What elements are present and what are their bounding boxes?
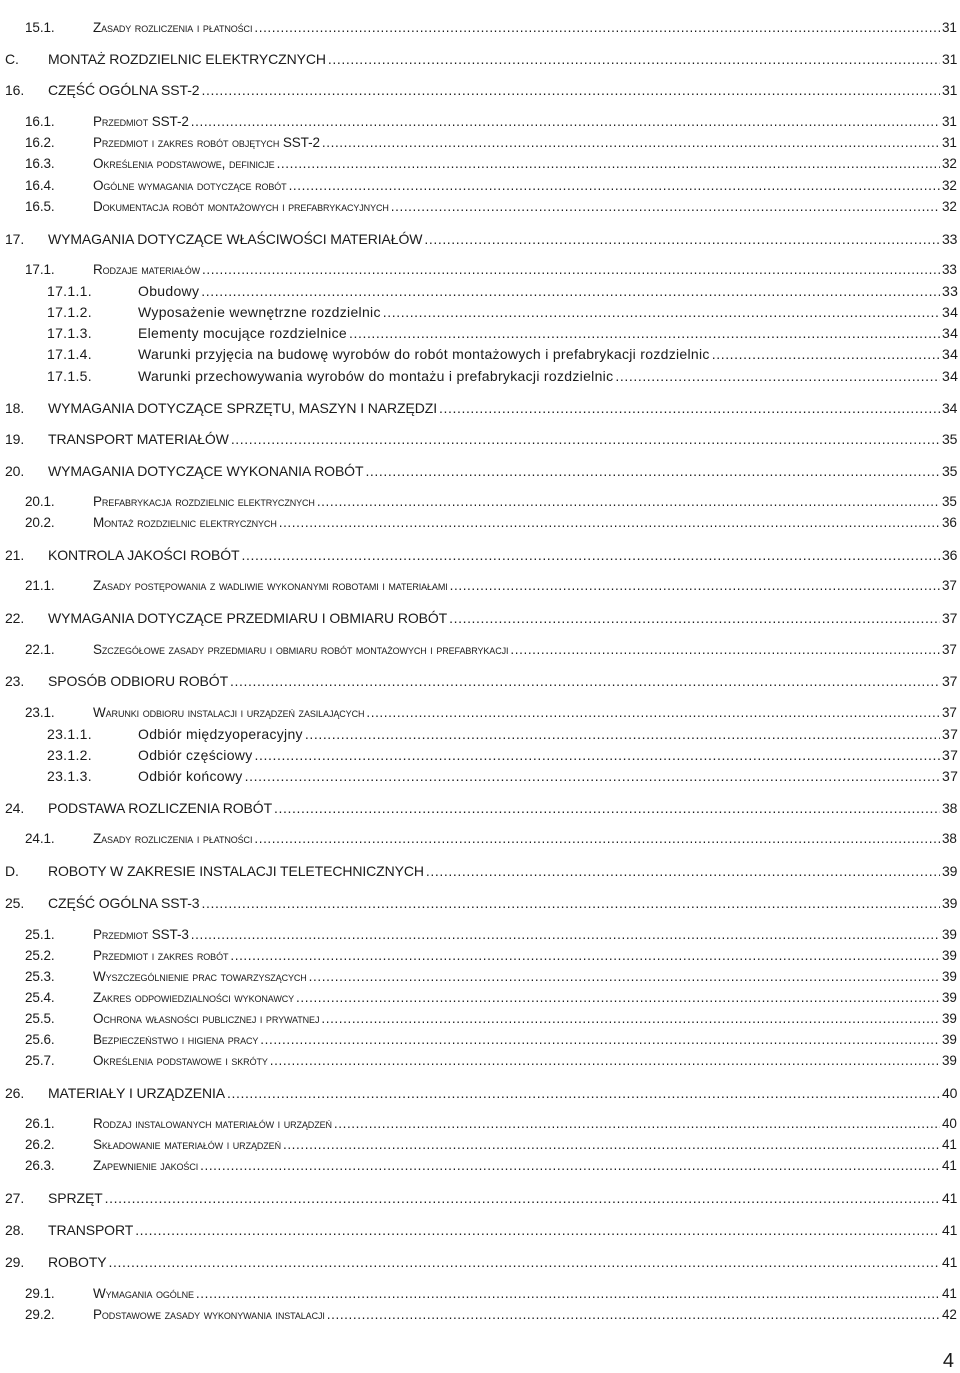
toc-dot-leader <box>227 1085 940 1101</box>
toc-dot-leader <box>254 831 940 847</box>
toc-entry-number: C. <box>5 51 19 67</box>
toc-entry-title[interactable]: Składowanie materiałów i urządzeń <box>93 1137 281 1152</box>
toc-dot-leader <box>255 747 940 763</box>
toc-entry-title[interactable]: SPOSÓB ODBIORU ROBÓT <box>48 673 229 689</box>
toc-dot-leader <box>242 547 940 563</box>
toc-entry-number: 16.3. <box>25 156 55 171</box>
toc-entry-number: 28. <box>5 1222 25 1238</box>
toc-dot-leader <box>615 368 940 384</box>
toc-dot-leader <box>349 325 940 341</box>
toc-entry-number: 17.1.1. <box>47 283 92 299</box>
toc-entry[interactable] <box>0 133 960 153</box>
toc-entry[interactable] <box>0 260 960 280</box>
toc-entry[interactable] <box>0 492 960 512</box>
toc-dot-leader <box>439 400 940 416</box>
toc-dot-leader <box>279 515 940 531</box>
toc-entry-title[interactable]: Odbiór międzyoperacyjny <box>138 726 303 742</box>
toc-entry-number: 17. <box>5 231 25 247</box>
toc-entry[interactable] <box>0 798 960 818</box>
toc-entry-page[interactable]: 31 <box>942 20 957 35</box>
toc-entry-page[interactable]: 31 <box>942 135 957 150</box>
toc-entry-page[interactable]: 39 <box>942 1053 957 1068</box>
toc-entry-page[interactable]: 33 <box>942 262 957 277</box>
toc-dot-leader <box>317 494 940 510</box>
toc-entry-number: 17.1. <box>25 262 55 277</box>
toc-entry-number: 16.1. <box>25 114 55 129</box>
toc-entry-title[interactable]: Zakres odpowiedzialności wykonawcy <box>93 990 295 1005</box>
toc-entry-number: 23.1.1. <box>47 726 92 742</box>
toc-entry-page[interactable]: 32 <box>942 156 957 171</box>
toc-entry-page[interactable]: 39 <box>942 895 958 911</box>
toc-dot-leader <box>510 642 940 658</box>
toc-entry[interactable] <box>0 302 960 322</box>
toc-entry-title[interactable]: Wyszczególnienie prac towarzyszących <box>93 969 307 984</box>
toc-dot-leader <box>201 82 940 98</box>
toc-entry-title[interactable]: Elementy mocujące rozdzielnice <box>138 325 347 341</box>
toc-entry[interactable] <box>0 988 960 1008</box>
toc-entry-number: 21.1. <box>25 578 55 593</box>
toc-entry-page[interactable]: 33 <box>942 231 958 247</box>
toc-entry-number: 17.1.3. <box>47 325 92 341</box>
toc-entry[interactable] <box>0 1252 960 1272</box>
toc-entry-number: 24. <box>5 800 25 816</box>
toc-dot-leader <box>328 51 940 67</box>
toc-dot-leader <box>230 673 940 689</box>
toc-entry[interactable] <box>0 197 960 217</box>
toc-entry-title[interactable]: WYMAGANIA DOTYCZĄCE SPRZĘTU, MASZYN I NARZĘDZI <box>48 400 437 416</box>
toc-dot-leader <box>231 431 940 447</box>
toc-entry-number: 26.3. <box>25 1158 55 1173</box>
toc-entry-page[interactable]: 35 <box>942 463 958 479</box>
toc-entry[interactable] <box>0 576 960 596</box>
toc-entry-title[interactable]: ROBOTY <box>48 1254 107 1270</box>
toc-entry-number: 22. <box>5 610 25 626</box>
toc-entry-page[interactable]: 34 <box>942 346 959 362</box>
toc-entry-page[interactable]: 33 <box>942 283 959 299</box>
toc-dot-leader <box>305 726 940 742</box>
toc-entry-number: 18. <box>5 400 25 416</box>
toc-entry[interactable] <box>0 1083 960 1103</box>
toc-entry-page[interactable]: 39 <box>942 948 957 963</box>
toc-dot-leader <box>270 1053 940 1069</box>
toc-entry[interactable] <box>0 640 960 660</box>
toc-dot-leader <box>109 1254 940 1270</box>
toc-entry-page[interactable]: 39 <box>942 969 957 984</box>
toc-dot-leader <box>277 156 940 172</box>
toc-entry-number: 25.4. <box>25 990 55 1005</box>
toc-entry-title[interactable]: PODSTAWA ROZLICZENIA ROBÓT <box>48 800 273 816</box>
toc-dot-leader <box>201 283 940 299</box>
toc-dot-leader <box>391 199 940 215</box>
toc-dot-leader <box>296 990 940 1006</box>
toc-dot-leader <box>426 863 940 879</box>
toc-dot-leader <box>365 463 940 479</box>
toc-entry[interactable] <box>0 724 960 744</box>
toc-dot-leader <box>366 705 940 721</box>
toc-entry[interactable] <box>0 1009 960 1029</box>
toc-entry[interactable] <box>0 766 960 786</box>
toc-entry-title[interactable]: WYMAGANIA DOTYCZĄCE WYKONANIA ROBÓT <box>48 463 364 479</box>
toc-entry[interactable] <box>0 366 960 386</box>
toc-entry-page[interactable]: 37 <box>942 726 959 742</box>
toc-entry[interactable] <box>0 745 960 765</box>
toc-entry-page[interactable]: 37 <box>942 747 959 763</box>
toc-dot-leader <box>191 927 940 943</box>
toc-entry-page[interactable]: 34 <box>942 325 959 341</box>
toc-entry-title[interactable]: MONTAŻ ROZDZIELNIC ELEKTRYCZNYCH <box>48 51 326 67</box>
toc-entry[interactable] <box>0 429 960 449</box>
toc-dot-leader <box>334 1116 940 1132</box>
toc-entry-title[interactable]: Określenia podstawowe i skróty <box>93 1053 268 1068</box>
toc-entry[interactable] <box>0 829 960 849</box>
toc-entry[interactable] <box>0 946 960 966</box>
toc-entry[interactable] <box>0 176 960 196</box>
toc-dot-leader <box>245 768 940 784</box>
page-number: 4 <box>942 1350 954 1372</box>
toc-entry-page[interactable]: 39 <box>942 1011 957 1026</box>
toc-entry-number: 16. <box>5 82 25 98</box>
toc-entry[interactable] <box>0 545 960 565</box>
toc-dot-leader <box>321 1011 940 1027</box>
toc-entry-number: 26.2. <box>25 1137 55 1152</box>
toc-entry[interactable] <box>0 671 960 691</box>
toc-entry-page[interactable]: 32 <box>942 199 957 214</box>
toc-entry-title[interactable]: Ochrona własności publicznej i prywatnej <box>93 1011 320 1026</box>
toc-entry-title[interactable]: Zapewnienie jakości <box>93 1158 199 1173</box>
toc-entry-page[interactable]: 37 <box>942 705 957 720</box>
toc-entry-title[interactable]: Warunki przyjęcia na budowę wyrobów do robót montażowych i prefabrykacji rozdzielnic <box>138 346 710 362</box>
toc-entry-page[interactable]: 38 <box>942 800 958 816</box>
toc-entry-page[interactable]: 42 <box>942 1307 957 1322</box>
toc-entry-title[interactable]: Warunki odbioru instalacji i urządzeń zasilających <box>93 705 365 720</box>
toc-dot-leader <box>283 1137 940 1153</box>
toc-entry-number: 21. <box>5 547 25 563</box>
toc-entry-title[interactable]: Przedmiot i zakres robót objętych SST-2 <box>93 135 320 150</box>
toc-entry[interactable] <box>0 80 960 100</box>
toc-entry[interactable] <box>0 154 960 174</box>
toc-entry-page[interactable]: 34 <box>942 400 958 416</box>
toc-entry-title[interactable]: Warunki przechowywania wyrobów do montażu i prefabrykacji rozdzielnic <box>138 368 614 384</box>
toc-entry-title[interactable]: WYMAGANIA DOTYCZĄCE WŁAŚCIWOŚCI MATERIAŁÓW <box>48 231 423 247</box>
toc-entry-title[interactable]: Prefabrykacja rozdzielnic elektrycznych <box>93 494 315 509</box>
toc-entry[interactable] <box>0 1284 960 1304</box>
toc-entry[interactable] <box>0 49 960 69</box>
toc-entry-title[interactable]: CZĘŚĆ OGÓLNA SST-2 <box>48 82 200 98</box>
toc-entry-page[interactable]: 34 <box>942 304 959 320</box>
toc-dot-leader <box>135 1222 940 1238</box>
toc-dot-leader <box>289 178 940 194</box>
toc-entry[interactable] <box>0 1220 960 1240</box>
toc-entry-page[interactable]: 41 <box>942 1137 957 1152</box>
toc-entry[interactable] <box>0 1051 960 1071</box>
toc-dot-leader <box>196 1286 940 1302</box>
toc-entry-number: 23.1. <box>25 705 55 720</box>
toc-entry-number: 25. <box>5 895 25 911</box>
toc-entry-title[interactable]: TRANSPORT MATERIAŁÓW <box>48 431 229 447</box>
toc-entry-page[interactable]: 31 <box>942 51 958 67</box>
toc-entry[interactable] <box>0 461 960 481</box>
toc-entry-number: 15.1. <box>25 20 55 35</box>
toc-entry[interactable] <box>0 1188 960 1208</box>
toc-entry-number: 29.2. <box>25 1307 55 1322</box>
toc-entry-page[interactable]: 39 <box>942 1032 957 1047</box>
toc-dot-leader <box>191 114 940 130</box>
toc-entry-title[interactable]: Odbiór końcowy <box>138 768 243 784</box>
toc-entry-title[interactable]: KONTROLA JAKOŚCI ROBÓT <box>48 547 240 563</box>
toc-dot-leader <box>201 895 940 911</box>
toc-entry-title[interactable]: ROBOTY W ZAKRESIE INSTALACJI TELETECHNICZNYCH <box>48 863 424 879</box>
toc-entry-page[interactable]: 37 <box>942 610 958 626</box>
toc-entry-title[interactable]: WYMAGANIA DOTYCZĄCE PRZEDMIARU I OBMIARU ROBÓT <box>48 610 448 626</box>
toc-entry-title[interactable]: Dokumentacja robót montażowych i prefabrykacyjnych <box>93 199 389 214</box>
toc-entry-number: 29. <box>5 1254 25 1270</box>
toc-entry-number: 25.6. <box>25 1032 55 1047</box>
toc-entry-number: 25.3. <box>25 969 55 984</box>
toc-entry-number: 23. <box>5 673 25 689</box>
toc-dot-leader <box>274 800 940 816</box>
toc-dot-leader <box>712 346 940 362</box>
toc-entry[interactable] <box>0 344 960 364</box>
toc-entry-title[interactable]: Odbiór częściowy <box>138 747 253 763</box>
toc-entry-number: 29.1. <box>25 1286 55 1301</box>
toc-entry-page[interactable]: 31 <box>942 82 958 98</box>
toc-entry-number: 23.1.3. <box>47 768 92 784</box>
toc-entry-number: 25.1. <box>25 927 55 942</box>
toc-entry-page[interactable]: 31 <box>942 114 957 129</box>
toc-entry[interactable] <box>0 1030 960 1050</box>
toc-dot-leader <box>327 1307 940 1323</box>
toc-entry-title[interactable]: Zasady rozliczenia i płatności <box>93 831 253 846</box>
toc-entry-title[interactable]: Przedmiot SST-2 <box>93 114 189 129</box>
toc-dot-leader <box>449 610 940 626</box>
toc-entry[interactable] <box>0 281 960 301</box>
toc-entry[interactable] <box>0 967 960 987</box>
toc-entry-page[interactable]: 39 <box>942 863 958 879</box>
toc-entry-number: 23.1.2. <box>47 747 92 763</box>
toc-entry-number: 24.1. <box>25 831 55 846</box>
toc-entry-title[interactable]: Przedmiot i zakres robót <box>93 948 229 963</box>
toc-entry-number: 26.1. <box>25 1116 55 1131</box>
toc-entry-page[interactable]: 36 <box>942 515 957 530</box>
toc-dot-leader <box>200 1158 940 1174</box>
toc-dot-leader <box>202 262 940 278</box>
toc-entry-number: 25.2. <box>25 948 55 963</box>
toc-dot-leader <box>309 969 940 985</box>
toc-entry-title[interactable]: MATERIAŁY I URZĄDZENIA <box>48 1085 225 1101</box>
toc-entry-title[interactable]: CZĘŚĆ OGÓLNA SST-3 <box>48 895 200 911</box>
toc-entry-title[interactable]: Rodzaj instalowanych materiałów i urządzeń <box>93 1116 332 1131</box>
toc-entry-number: 26. <box>5 1085 25 1101</box>
toc-entry-number: 17.1.4. <box>47 346 92 362</box>
toc-entry-number: 20.1. <box>25 494 55 509</box>
toc-entry[interactable] <box>0 513 960 533</box>
toc-entry[interactable] <box>0 608 960 628</box>
toc-entry-page[interactable]: 41 <box>942 1158 957 1173</box>
toc-entry-number: 17.1.5. <box>47 368 92 384</box>
toc-entry[interactable] <box>0 398 960 418</box>
toc-entry[interactable] <box>0 18 960 38</box>
toc-dot-leader <box>230 948 940 964</box>
toc-dot-leader <box>105 1190 940 1206</box>
toc-dot-leader <box>383 304 940 320</box>
toc-entry-title[interactable]: TRANSPORT <box>48 1222 134 1238</box>
toc-entry-number: 22.1. <box>25 642 55 657</box>
toc-entry-title[interactable]: Ogólne wymagania dotyczące robót <box>93 178 287 193</box>
toc-entry[interactable] <box>0 861 960 881</box>
toc-entry[interactable] <box>0 1135 960 1155</box>
toc-entry-title[interactable]: Wymagania ogólne <box>93 1286 194 1301</box>
toc-entry-page[interactable]: 41 <box>942 1222 958 1238</box>
toc-entry-page[interactable]: 37 <box>942 642 957 657</box>
toc-entry[interactable] <box>0 1305 960 1325</box>
toc-entry-title[interactable]: Szczegółowe zasady przedmiaru i obmiaru robót montażowych i prefabrykacji <box>93 642 509 657</box>
toc-dot-leader <box>254 20 940 36</box>
toc-entry-page[interactable]: 36 <box>942 547 958 563</box>
toc-entry-title[interactable]: Zasady postępowania z wadliwie wykonanymi robotami i materiałami <box>93 578 448 593</box>
toc-entry-page[interactable]: 41 <box>942 1254 958 1270</box>
toc-dot-leader <box>260 1032 940 1048</box>
toc-entry-number: 20.2. <box>25 515 55 530</box>
toc-entry-number: 17.1.2. <box>47 304 92 320</box>
toc-entry[interactable] <box>0 703 960 723</box>
toc-entry-page[interactable]: 40 <box>942 1116 957 1131</box>
toc-entry[interactable] <box>0 925 960 945</box>
toc-entry-title[interactable]: SPRZĘT <box>48 1190 103 1206</box>
toc-entry-title[interactable]: Zasady rozliczenia i płatności <box>93 20 253 35</box>
toc-entry-title[interactable]: Podstawowe zasady wykonywania instalacji <box>93 1307 325 1322</box>
toc-entry-number: D. <box>5 863 19 879</box>
toc-entry-title[interactable]: Bezpieczeństwo i higiena pracy <box>93 1032 259 1047</box>
toc-entry-title[interactable]: Rodzaje materiałów <box>93 262 201 277</box>
toc-entry[interactable] <box>0 893 960 913</box>
toc-entry-number: 16.2. <box>25 135 55 150</box>
toc-entry-title[interactable]: Wyposażenie wewnętrzne rozdzielnic <box>138 304 381 320</box>
toc-entry-page[interactable]: 37 <box>942 578 957 593</box>
toc-dot-leader <box>450 578 940 594</box>
toc-entry-title[interactable]: Przedmiot SST-3 <box>93 927 189 942</box>
toc-entry-page[interactable]: 35 <box>942 494 957 509</box>
toc-entry-page[interactable]: 37 <box>942 673 958 689</box>
toc-entry-number: 25.7. <box>25 1053 55 1068</box>
toc-entry-page[interactable]: 41 <box>942 1190 958 1206</box>
toc-dot-leader <box>424 231 940 247</box>
toc-entry-page[interactable]: 40 <box>942 1085 958 1101</box>
toc-entry[interactable] <box>0 112 960 132</box>
toc-entry-page[interactable]: 39 <box>942 990 957 1005</box>
toc-entry-number: 25.5. <box>25 1011 55 1026</box>
toc-entry-title[interactable]: Określenia podstawowe, definicje <box>93 156 275 171</box>
toc-entry-number: 27. <box>5 1190 25 1206</box>
toc-entry-number: 16.5. <box>25 199 55 214</box>
toc-entry-page[interactable]: 37 <box>942 768 959 784</box>
toc-entry-number: 16.4. <box>25 178 55 193</box>
toc-entry-number: 19. <box>5 431 25 447</box>
toc-entry[interactable] <box>0 229 960 249</box>
toc-entry-title[interactable]: Montaż rozdzielnic elektrycznych <box>93 515 277 530</box>
toc-entry-page[interactable]: 32 <box>942 178 957 193</box>
toc-entry-title[interactable]: Obudowy <box>138 283 200 299</box>
toc-entry-page[interactable]: 34 <box>942 368 959 384</box>
toc-dot-leader <box>322 135 940 151</box>
toc-entry[interactable] <box>0 1114 960 1134</box>
toc-entry[interactable] <box>0 323 960 343</box>
toc-entry-page[interactable]: 35 <box>942 431 958 447</box>
toc-entry[interactable] <box>0 1156 960 1176</box>
toc-entry-page[interactable]: 41 <box>942 1286 957 1301</box>
toc-entry-page[interactable]: 38 <box>942 831 957 846</box>
toc-entry-number: 20. <box>5 463 25 479</box>
toc-entry-page[interactable]: 39 <box>942 927 957 942</box>
